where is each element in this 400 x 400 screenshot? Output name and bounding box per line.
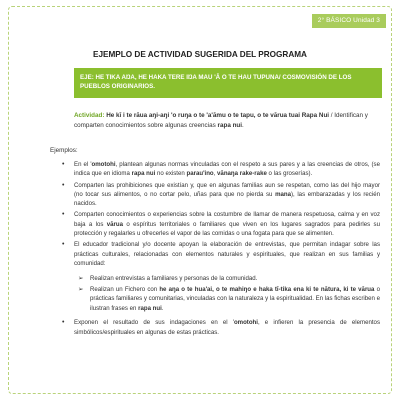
activity-rapanui-text: He kī i te rāua aŋi-aŋi 'o ruŋa o te 'a'āmu o te tapu, o te vārua tuai Rapa Nui: [106, 112, 330, 119]
list-item: [50, 240, 380, 268]
text: , e infieren la presencia de elementos simbólicos/espirituales en algunas de estas prácticas.: [74, 319, 380, 336]
term: rapa nui: [131, 170, 156, 178]
list-item: [50, 181, 380, 209]
term: vārua: [106, 220, 124, 228]
list-item: [50, 160, 380, 179]
term: omotohi: [91, 161, 116, 168]
term: mana: [275, 190, 291, 198]
text: El educador tradicional y/o docente apoyan la elaboración de entrevistas, que permitan indagar sobre las prácticas culturales, relacionadas con elementos naturales y espirituales, que realizan en sus familias y comunidad:: [74, 241, 380, 267]
text: Realizan entrevistas a familiares y personas de la comunidad.: [90, 275, 258, 283]
text: o las groserías).: [266, 170, 313, 178]
list-item: [50, 210, 380, 238]
activity-label: Actividad:: [74, 112, 105, 119]
activity-separator: /: [329, 112, 335, 119]
examples-list: [50, 160, 380, 339]
eje-line-1: EJE: HE TIKA AŊA, HE HAKA TERE IŊA MAU 'Ā O TE HAU TUPUNA/ COSMOVISIÓN DE LOS: [80, 74, 352, 81]
eje-banner: [74, 68, 382, 98]
text: Comparten las prohibiciones que existían y, que en algunas familias aun se respetan, como las del hijo mayor (no tocar sus alimentos, o no cortar pelo, uñas para que no pierda su: [74, 181, 380, 198]
unit-tab: 2° BÁSICO Unidad 3: [312, 14, 386, 28]
text: no existen: [155, 170, 187, 178]
term: vānaŋa rake-rake: [217, 170, 267, 178]
list-item: [50, 318, 380, 337]
text: ), las embarazadas y los recién nacidos.: [74, 190, 380, 208]
text: Realizan un Fichero con: [90, 286, 160, 294]
activity-desc-end: .: [242, 121, 244, 129]
text: En el ': [74, 161, 92, 168]
page-title: EJEMPLO DE ACTIVIDAD SUGERIDA DEL PROGRAMA: [93, 50, 307, 59]
term: parau'ino: [186, 170, 214, 178]
term: rapa nui: [138, 304, 162, 312]
text: Exponen el resultado de sus indagaciones en el ': [74, 319, 234, 327]
sub-list-item: [50, 285, 380, 313]
term: omotohi: [233, 319, 258, 327]
sub-list-item: [50, 274, 380, 283]
text: o prácticas familiares y comunitarias, vinculadas con la naturaleza y la espiritualidad. En las fichas escriben e ilustran frases en: [90, 286, 380, 312]
text: o espíritus territoriales o familiares que viven en los lugares sagrados para pedirles su protección y regalarles u ofrecerles el vapor de las comidas o una fogata para que se alimenten.: [74, 220, 380, 238]
text: ,: [213, 170, 218, 178]
activity-desc-bold: rapa nui: [217, 121, 243, 129]
text: , plantean algunas normas vinculadas con el respeto a sus pares y a las creencias de otros, (se indica que en idioma: [74, 161, 380, 178]
text: .: [161, 304, 164, 312]
activity-block: [74, 111, 384, 130]
activity-desc: Identifican y comparten conocimientos sobre algunas creencias: [74, 112, 368, 129]
ejemplos-label: Ejemplos:: [50, 147, 78, 154]
eje-line-2: PUEBLOS ORIGINARIOS.: [80, 83, 155, 90]
term: he aŋa o te hua'ai, o te mahiŋo e haka tī-tika ena ki te nātura, ki te vārua: [159, 286, 375, 294]
text: Comparten conocimientos o experiencias sobre la costumbre de llamar de manera respetuosa, calma y en voz baja a los: [74, 211, 380, 228]
